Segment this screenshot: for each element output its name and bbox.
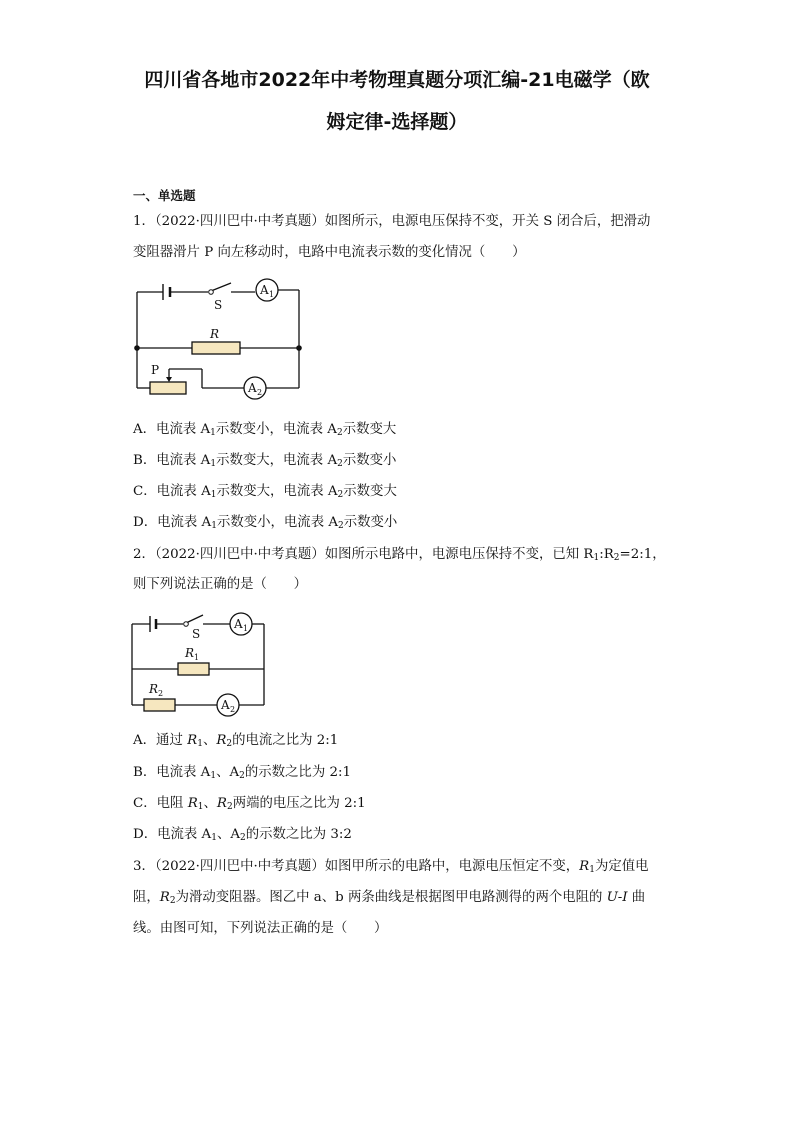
document-title-line1: 四川省各地市2022年中考物理真题分项汇编-21电磁学（欧 <box>144 69 650 91</box>
q2-switch-label: S <box>192 627 201 641</box>
q1-resistor-label: R <box>210 327 220 341</box>
svg-text:2: 2 <box>230 705 236 714</box>
q1-switch-label: S <box>214 298 223 312</box>
q2-r2-label: R <box>149 682 159 696</box>
q2-option-a: A．通过 $R_1$、$R_2$的电流之比为 2:1 <box>133 733 339 749</box>
slider-arrow-icon <box>166 377 172 382</box>
q2-option-d: D．电流表 $A_1$、$A_2$的示数之比为 3:2 <box>133 827 352 843</box>
q2-ammeter-a1: A <box>234 617 243 631</box>
q2-circuit-diagram <box>128 608 273 720</box>
svg-text:1: 1 <box>194 653 200 662</box>
q3-stem-line2: 阻，$R_2$为滑动变阻器。图乙中 a、b 两条曲线是根据图甲电路测得的两个电阻的 U-I 曲 <box>133 890 646 906</box>
q3-stem-line1: 3．（2022·四川巴中·中考真题）如图甲所示的电路中，电源电压恒定不变，$R_1$为定值电 <box>133 859 649 875</box>
q1-stem-line1: 1．（2022·四川巴中·中考真题）如图所示，电源电压保持不变，开关 S 闭合后，把滑动 <box>133 214 651 229</box>
svg-text:1: 1 <box>243 624 249 633</box>
q1-slider-label: P <box>151 363 160 377</box>
q1-ammeter-a1: A <box>260 283 269 297</box>
section-heading: 一、单选题 <box>133 188 196 203</box>
q2-r1-label: R <box>185 646 195 660</box>
q2-option-b: B．电流表 $A_1$、$A_2$的示数之比为 2:1 <box>133 765 352 781</box>
q1-option-d: D．电流表 $A_1$示数变小，电流表 $A_2$示数变小 <box>133 515 398 531</box>
q2-stem-line1: 2．（2022·四川巴中·中考真题）如图所示电路中，电源电压保持不变，已知 $R_1:R_2=2:1$， <box>133 547 666 563</box>
q1-option-b: B．电流表 $A_1$示数变大，电流表 $A_2$示数变小 <box>133 453 397 469</box>
q1-option-c: C．电流表 $A_1$示数变大，电流表 $A_2$示数变大 <box>133 484 397 500</box>
q2-option-c: C．电阻 $R_1$、$R_2$两端的电压之比为 2:1 <box>133 796 366 812</box>
svg-text:2: 2 <box>257 388 263 397</box>
q2-ammeter-a2: A <box>221 698 230 712</box>
document-title-line2: 姆定律-选择题） <box>326 111 468 133</box>
q1-stem-line2: 变阻器滑片 P 向左移动时，电路中电流表示数的变化情况（ ） <box>133 245 526 260</box>
q1-circuit-diagram <box>130 275 310 405</box>
q2-stem-line2: 则下列说法正确的是（ ） <box>133 577 308 592</box>
q1-option-a: A．电流表 $A_1$示数变小，电流表 $A_2$示数变大 <box>133 422 397 438</box>
q1-ammeter-a2: A <box>248 381 257 395</box>
q3-stem-line3: 线。由图可知，下列说法正确的是（ ） <box>133 921 388 936</box>
svg-text:1: 1 <box>269 290 275 299</box>
svg-text:2: 2 <box>158 689 164 698</box>
